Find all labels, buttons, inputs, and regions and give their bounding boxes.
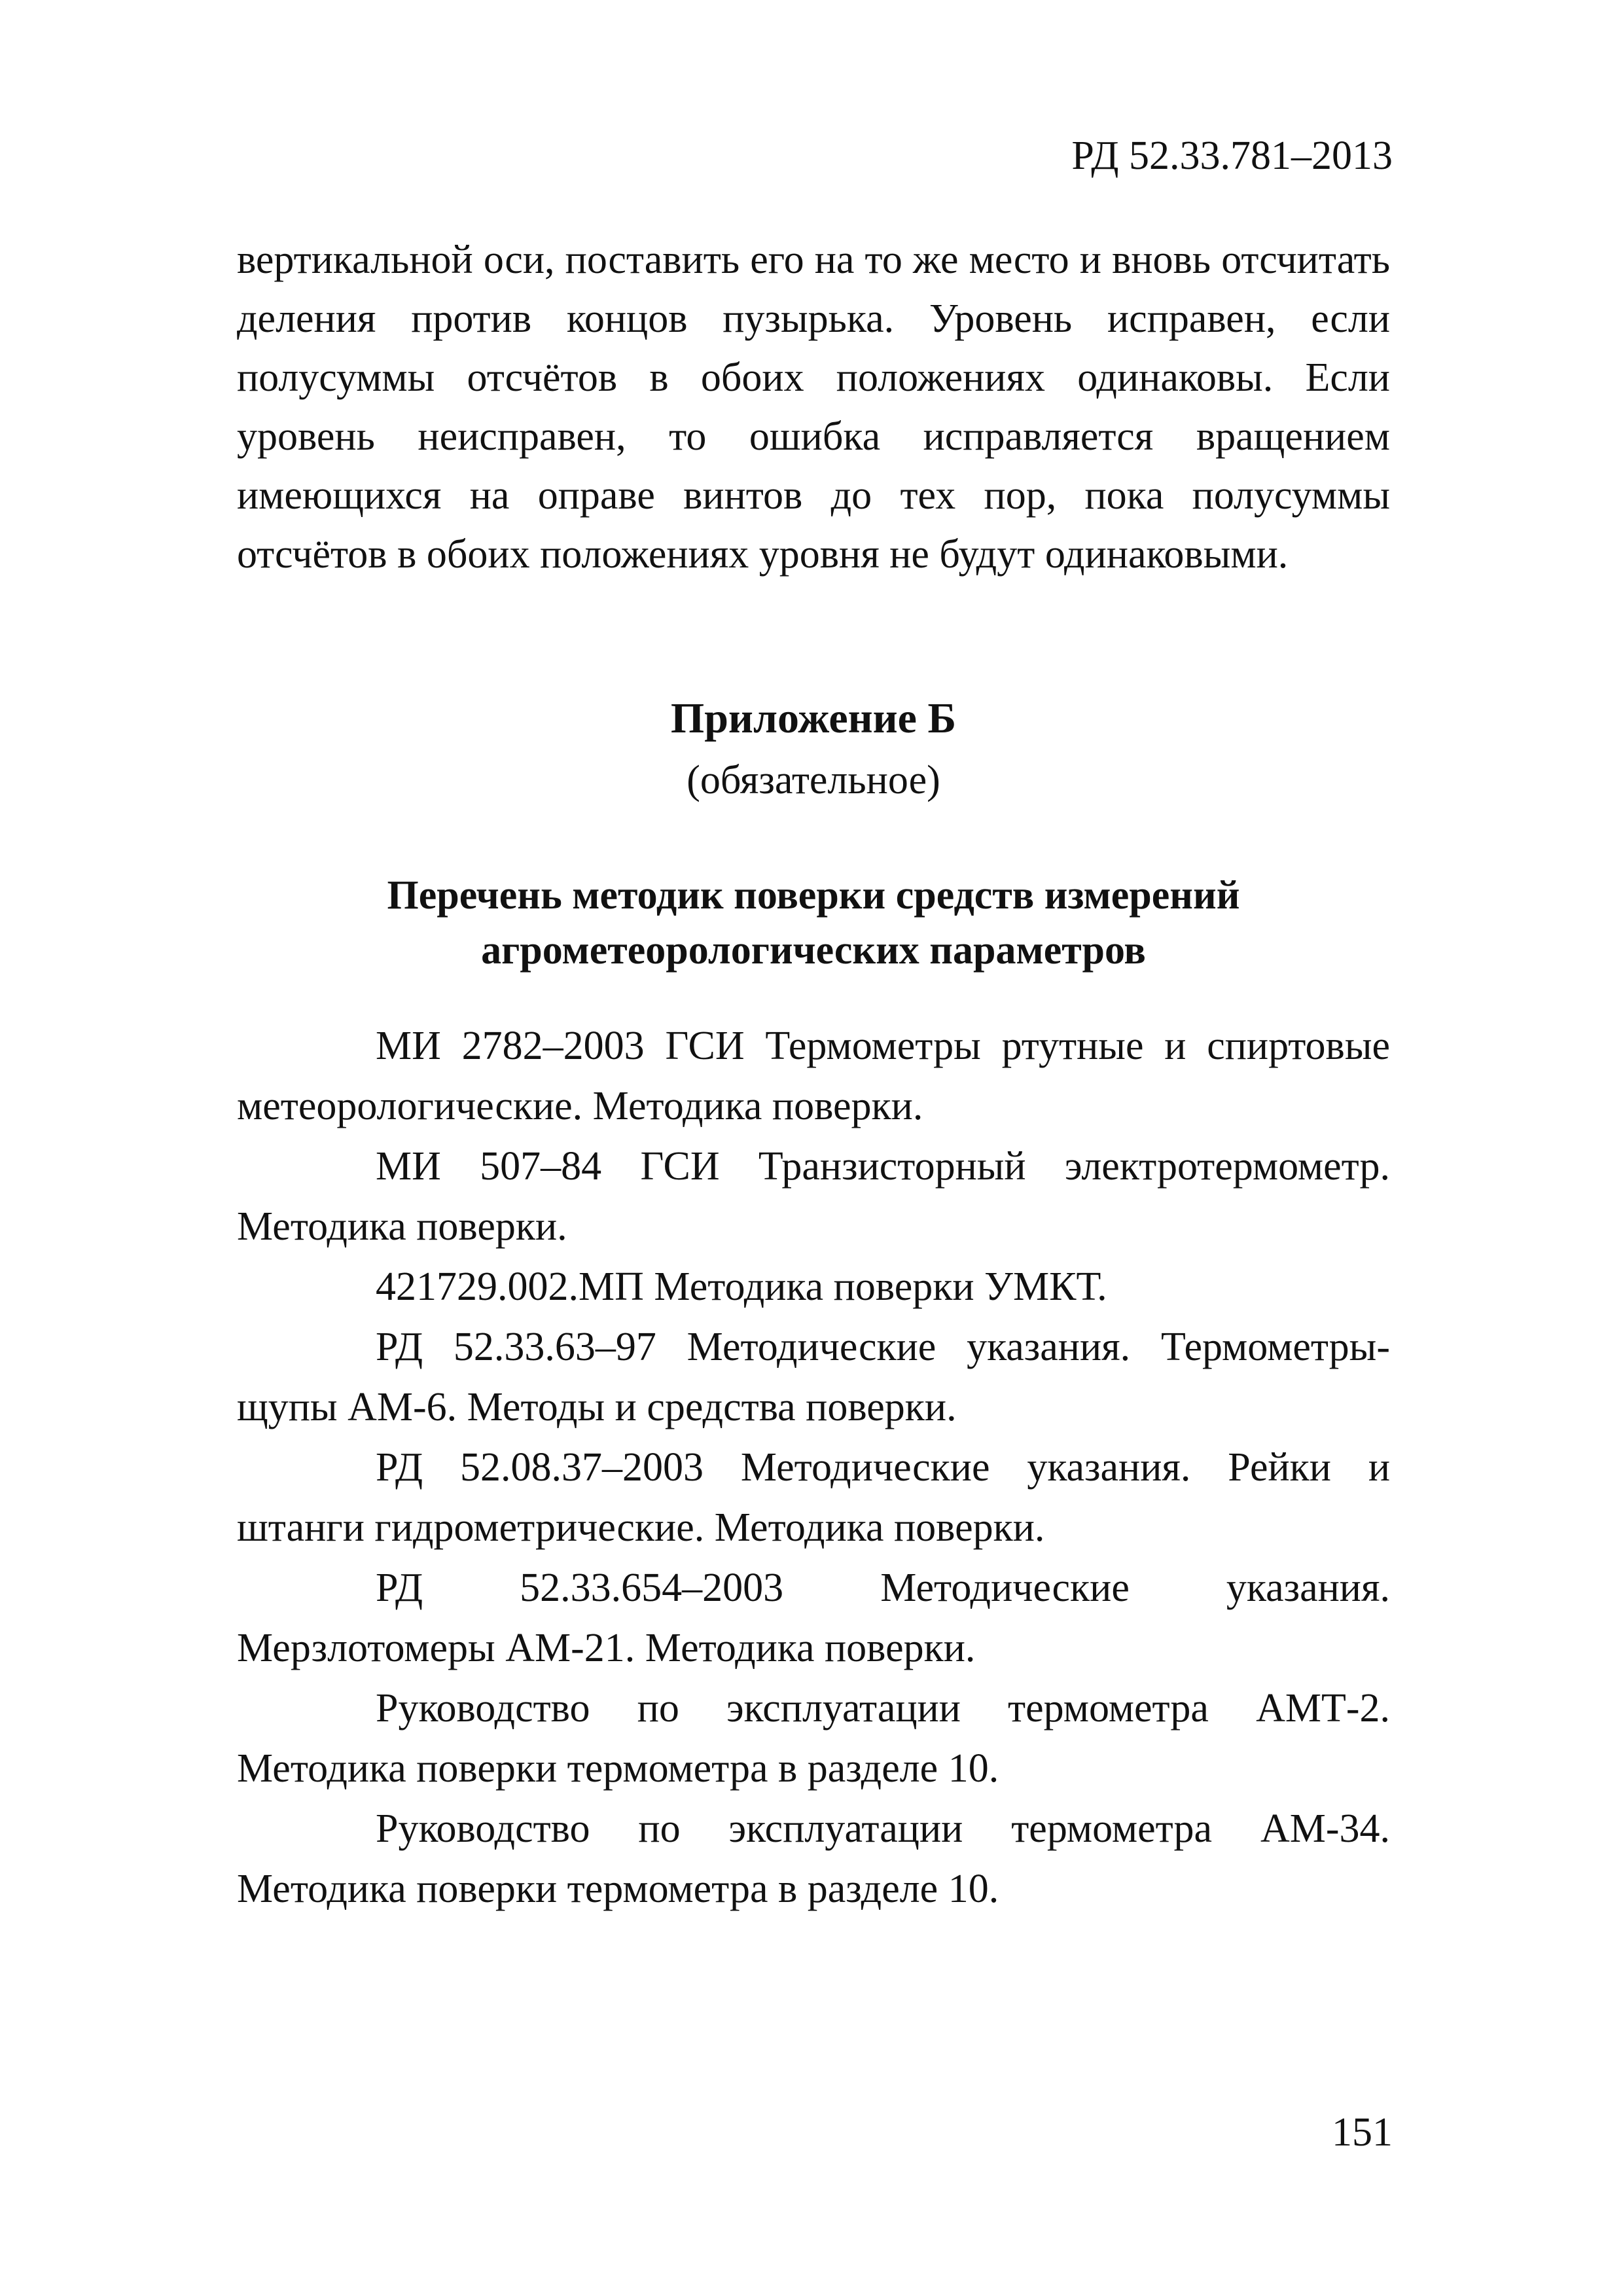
running-header: РД 52.33.781–2013: [1071, 134, 1393, 178]
reference-item: РД 52.33.654–2003 Методические указания. Мерзлотомеры АМ-21. Методика поверки.: [237, 1566, 1390, 1670]
list-heading: [237, 868, 1390, 978]
reference-item: Руководство по эксплуатации термометра АМ-34. Методика поверки термометра в разделе 10.: [237, 1806, 1390, 1911]
reference-item: МИ 2782–2003 ГСИ Термометры ртутные и спиртовые метеорологические. Методика поверки.: [237, 1024, 1390, 1128]
page-number: 151: [1332, 2110, 1393, 2155]
list-heading-line-2: агрометеорологических параметров: [481, 928, 1146, 973]
page-content: [237, 230, 1390, 1919]
appendix-title: Приложение Б: [670, 694, 957, 742]
reference-item: Руководство по эксплуатации термометра АМТ-2. Методика поверки термометра в разделе 10.: [237, 1686, 1390, 1791]
intro-paragraph: вертикальной оси, поставить его на то же место и вновь отсчитать деления против концов пузырька. Уровень исправен, если полусуммы отсчётов в обоих положениях одинаковы. Если уровень неисправен, то ошибка исправляется вращением имеющихся на оправе винтов до тех пор, пока полусуммы отсчётов в обоих положениях уровня не будут одинаковыми.: [237, 238, 1390, 577]
reference-item: РД 52.08.37–2003 Методические указания. Рейки и штанги гидрометрические. Методика поверки.: [237, 1445, 1390, 1550]
appendix-subtitle: (обязательное): [687, 758, 940, 802]
reference-item: РД 52.33.63–97 Методические указания. Термометры-щупы АМ-6. Методы и средства поверки.: [237, 1325, 1390, 1429]
reference-list: [237, 1016, 1390, 1919]
reference-item: 421729.002.МП Методика поверки УМКТ.: [376, 1265, 1107, 1309]
list-heading-line-1: Перечень методик поверки средств измерений: [387, 873, 1240, 918]
reference-item: МИ 507–84 ГСИ Транзисторный электротермометр. Методика поверки.: [237, 1144, 1390, 1249]
